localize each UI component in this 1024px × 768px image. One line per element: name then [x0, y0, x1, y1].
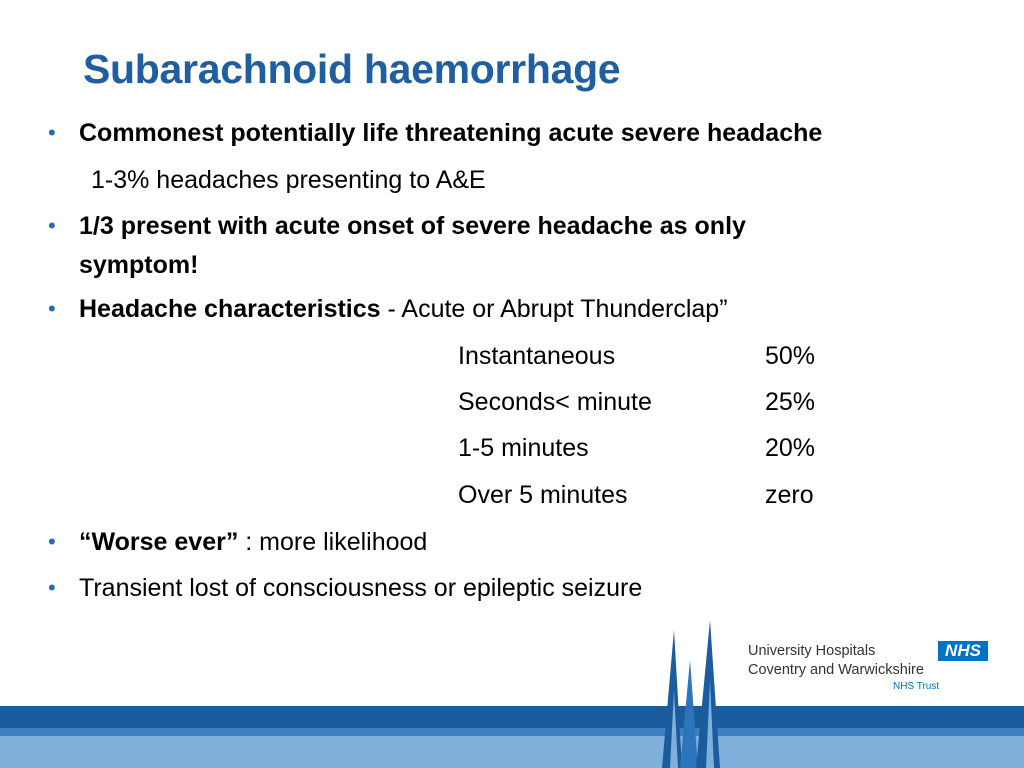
onset-value: 20% — [765, 434, 816, 462]
slide-title: Subarachnoid haemorrhage — [83, 46, 621, 92]
onset-label: 1-5 minutes — [458, 434, 589, 462]
nhs-trust-label: NHS Trust — [893, 681, 940, 692]
onset-label: Seconds< minute — [458, 388, 652, 416]
onset-value: 25% — [765, 388, 816, 416]
bullet-2-marker: • — [48, 213, 56, 238]
footer-band-mid — [0, 728, 1024, 736]
bullet-1-subtext: 1-3% headaches presenting to A&E — [91, 166, 486, 194]
bullet-4-heading: “Worse ever” — [79, 528, 239, 556]
bullet-2-text-line1: 1/3 present with acute onset of severe headache as only — [79, 212, 746, 240]
org-logo-text — [748, 642, 924, 680]
onset-value: zero — [765, 481, 814, 509]
nhs-badge: NHS — [938, 641, 988, 661]
onset-value: 50% — [765, 342, 816, 370]
org-name-line2: Coventry and Warwickshire — [748, 662, 924, 678]
bullet-5-text: Transient lost of consciousness or epileptic seizure — [79, 574, 643, 602]
bullet-5-marker: • — [48, 575, 56, 600]
footer-band-light — [0, 736, 1024, 768]
bullet-1-marker: • — [48, 120, 56, 145]
onset-label: Instantaneous — [458, 342, 616, 370]
bullet-3-marker: • — [48, 296, 56, 321]
bullet-4-marker: • — [48, 529, 56, 554]
bullet-4-text — [79, 525, 427, 559]
org-name-line1: University Hospitals — [748, 643, 876, 659]
bullet-2-text-line2: symptom! — [79, 251, 199, 279]
bullet-3-text — [79, 292, 728, 326]
bullet-4-detail: : more likelihood — [238, 528, 428, 556]
spires-logo-icon — [640, 620, 750, 768]
onset-label: Over 5 minutes — [458, 481, 628, 509]
bullet-1-text: Commonest potentially life threatening acute severe headache — [79, 119, 823, 147]
bullet-3-heading: Headache characteristics — [79, 295, 381, 323]
bullet-3-detail: - Acute or Abrupt Thunderclap” — [380, 295, 728, 323]
